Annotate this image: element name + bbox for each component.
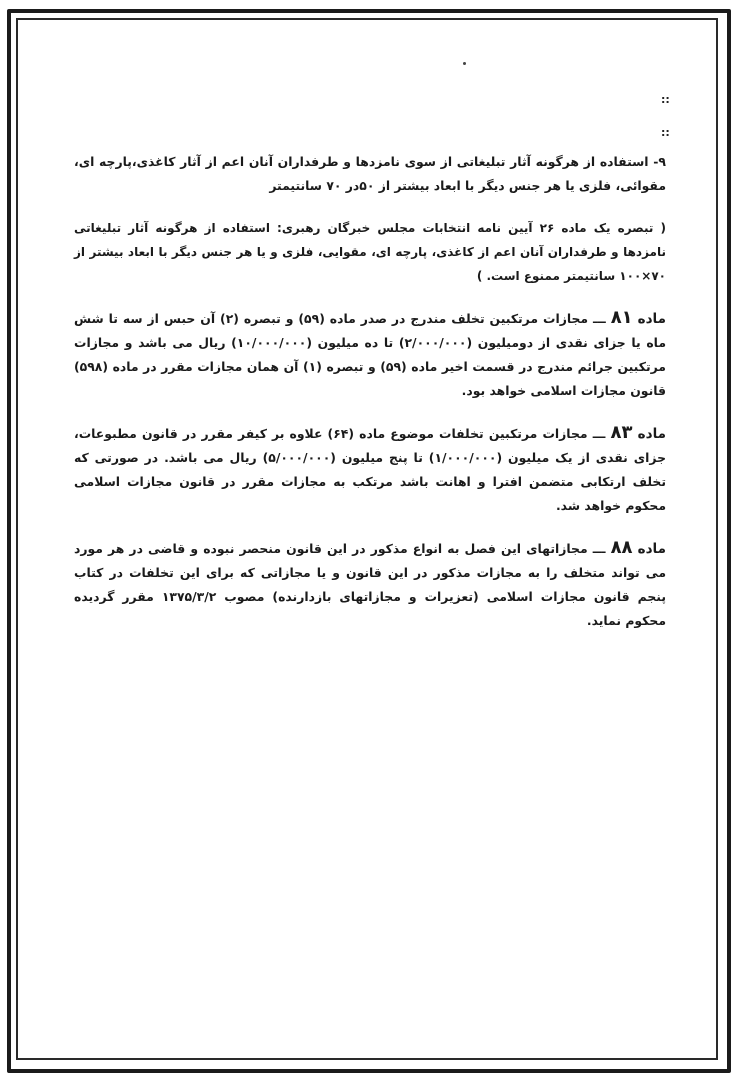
article-label: ماده bbox=[637, 311, 666, 327]
scan-dot bbox=[463, 62, 466, 65]
article-dash: ـــ bbox=[592, 541, 606, 556]
article-dash: ـــ bbox=[592, 426, 606, 441]
article-83 bbox=[74, 421, 666, 518]
article-number: ۸۳ bbox=[610, 422, 633, 443]
page-marker: :: bbox=[661, 93, 670, 106]
article-text: مجازاتهای این فصل به انواع مذکور در این قانون منحصر نبوده و قاضی در هر مورد می تواند متخلف را به مجازات مذکور در این قانون و یا مجازاتی که برای این تخلفات در کتاب پنجم قانون مجازات اسلامی (تعزیرات و مجازاتهای بازدارنده) مصوب ۱۳۷۵/۳/۲ مقرر گردیده محکوم نماید. bbox=[74, 541, 666, 628]
article-text: مجازات مرتکبین تخلف مندرج در صدر ماده (۵۹) و تبصره (۲) آن حبس از سه تا شش ماه یا جزای نقدی از دومیلیون (۲/۰۰۰/۰۰۰) تا ده میلیون (۱۰/۰۰۰/۰۰۰) ریال می باشد و مجازات مرتکبین جرائم مندرج در قسمت اخیر ماده (۵۹) و تبصره (۱) آن همان مجازات مقرر در ماده (۵۹۸) قانون مجازات اسلامی خواهد بود. bbox=[74, 311, 666, 398]
article-81 bbox=[74, 306, 666, 403]
paragraph-item-9: ۹- استفاده از هرگونه آثار تبلیغاتی از سوی نامزدها و طرفداران آنان اعم از آثار کاغذی،پارچه ای، مقوائی، فلزی یا هر جنس دیگر با ابعاد بیشتر از ۵۰در ۷۰ سانتیمتر bbox=[74, 154, 666, 193]
paragraph-note: ( تبصره یک ماده ۲۶ آیین نامه انتخابات مجلس خبرگان رهبری: استفاده از هرگونه آثار تبلیغاتی نامزدها و طرفداران آنان اعم از کاغذی، پارچه ای، مقوایی، فلزی و یا هر جنس دیگر با ابعاد بیشتر از ۷۰×۱۰۰ سانتیمتر ممنوع است. ) bbox=[74, 221, 666, 283]
article-number: ۸۱ bbox=[610, 307, 633, 328]
article-number: ۸۸ bbox=[610, 537, 633, 558]
article-88 bbox=[74, 536, 666, 633]
article-label: ماده bbox=[637, 541, 666, 557]
article-text: مجازات مرتکبین تخلفات موضوع ماده (۶۴) علاوه بر کیفر مقرر در قانون مطبوعات، جزای نقدی از یک میلیون (۱/۰۰۰/۰۰۰) تا پنج میلیون (۵/۰۰۰/۰۰۰) ریال می باشد. در صورتی که تخلف ارتکابی متضمن افترا و اهانت باشد مرتکب به مجازات مقرر در قانون مجازات اسلامی محکوم خواهد شد. bbox=[74, 426, 666, 513]
article-dash: ـــ bbox=[593, 311, 606, 326]
article-label: ماده bbox=[637, 426, 666, 442]
document-body bbox=[74, 150, 666, 651]
page-marker: :: bbox=[661, 126, 670, 139]
